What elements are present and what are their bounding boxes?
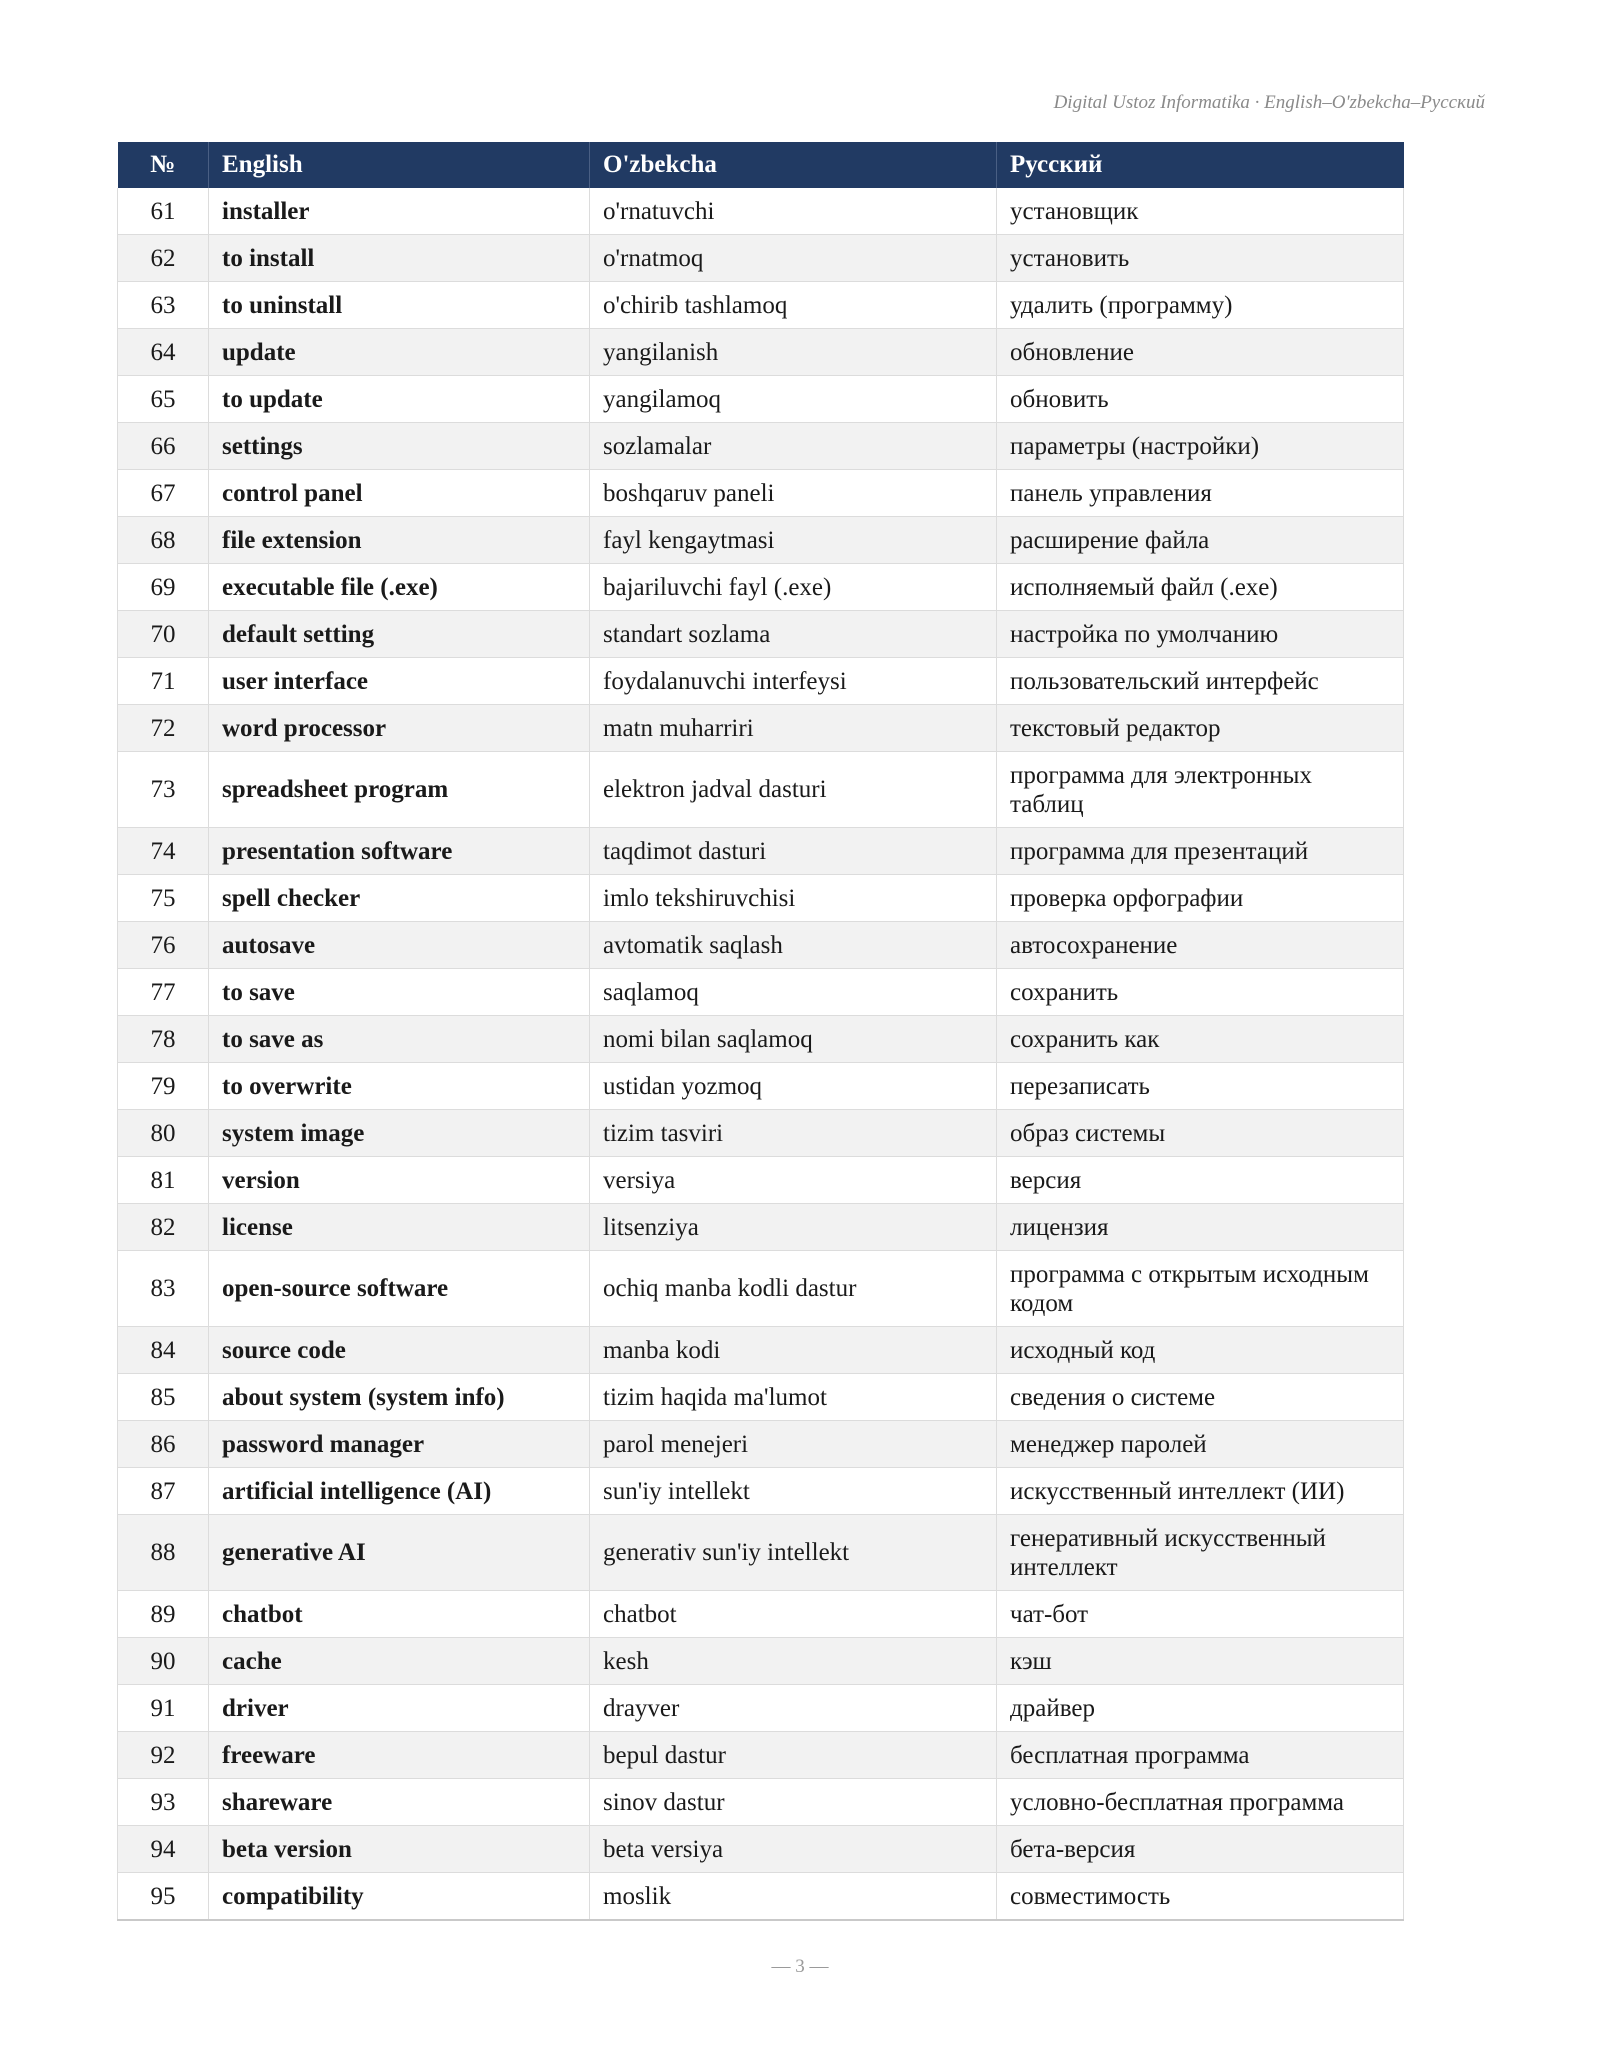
term-russian: искусственный интеллект (ИИ) — [997, 1468, 1404, 1515]
term-russian: удалить (программу) — [997, 282, 1404, 329]
term-uzbek: manba kodi — [590, 1327, 997, 1374]
term-english: open-source software — [209, 1251, 590, 1327]
term-english: to update — [209, 376, 590, 423]
table-row — [118, 1732, 1404, 1779]
table-row — [118, 1779, 1404, 1826]
term-uzbek: avtomatik saqlash — [590, 922, 997, 969]
term-english: source code — [209, 1327, 590, 1374]
row-number: 85 — [118, 1374, 209, 1421]
row-number: 90 — [118, 1638, 209, 1685]
table-row — [118, 658, 1404, 705]
term-uzbek: versiya — [590, 1157, 997, 1204]
row-number: 69 — [118, 564, 209, 611]
row-number: 95 — [118, 1873, 209, 1921]
term-english: password manager — [209, 1421, 590, 1468]
term-russian: расширение файла — [997, 517, 1404, 564]
term-russian: бета-версия — [997, 1826, 1404, 1873]
row-number: 70 — [118, 611, 209, 658]
row-number: 81 — [118, 1157, 209, 1204]
term-uzbek: saqlamoq — [590, 969, 997, 1016]
term-uzbek: sun'iy intellekt — [590, 1468, 997, 1515]
row-number: 88 — [118, 1515, 209, 1591]
term-russian: генеративный искусственный интеллект — [997, 1515, 1404, 1591]
row-number: 82 — [118, 1204, 209, 1251]
term-uzbek: sozlamalar — [590, 423, 997, 470]
term-uzbek: o'rnatmoq — [590, 235, 997, 282]
term-russian: бесплатная программа — [997, 1732, 1404, 1779]
term-russian: сведения о системе — [997, 1374, 1404, 1421]
term-english: control panel — [209, 470, 590, 517]
term-english: settings — [209, 423, 590, 470]
row-number: 86 — [118, 1421, 209, 1468]
table-row — [118, 705, 1404, 752]
term-russian: программа с открытым исходным кодом — [997, 1251, 1404, 1327]
table-row — [118, 1204, 1404, 1251]
term-uzbek: matn muharriri — [590, 705, 997, 752]
term-russian: условно-бесплатная программа — [997, 1779, 1404, 1826]
page-number: — 3 — — [771, 1956, 829, 1977]
table-row — [118, 188, 1404, 235]
term-uzbek: yangilamoq — [590, 376, 997, 423]
table-row — [118, 1421, 1404, 1468]
column-header-english: English — [209, 142, 590, 188]
term-uzbek: yangilanish — [590, 329, 997, 376]
term-english: artificial intelligence (AI) — [209, 1468, 590, 1515]
table-row — [118, 1016, 1404, 1063]
table-row — [118, 329, 1404, 376]
term-russian: образ системы — [997, 1110, 1404, 1157]
term-uzbek: elektron jadval dasturi — [590, 752, 997, 828]
term-russian: сохранить — [997, 969, 1404, 1016]
term-russian: установщик — [997, 188, 1404, 235]
table-row — [118, 376, 1404, 423]
column-header-uzbek: O'zbekcha — [590, 142, 997, 188]
row-number: 67 — [118, 470, 209, 517]
term-uzbek: boshqaruv paneli — [590, 470, 997, 517]
term-english: to save — [209, 969, 590, 1016]
table-row — [118, 1157, 1404, 1204]
table-row — [118, 752, 1404, 828]
table-row — [118, 1591, 1404, 1638]
table-row — [118, 922, 1404, 969]
term-uzbek: beta versiya — [590, 1826, 997, 1873]
term-russian: панель управления — [997, 470, 1404, 517]
vocabulary-table — [117, 142, 1404, 1921]
term-russian: параметры (настройки) — [997, 423, 1404, 470]
term-uzbek: chatbot — [590, 1591, 997, 1638]
table-row — [118, 423, 1404, 470]
row-number: 77 — [118, 969, 209, 1016]
table-row — [118, 1251, 1404, 1327]
term-english: beta version — [209, 1826, 590, 1873]
term-uzbek: o'chirib tashlamoq — [590, 282, 997, 329]
table-row — [118, 470, 1404, 517]
term-russian: драйвер — [997, 1685, 1404, 1732]
term-english: chatbot — [209, 1591, 590, 1638]
table-header — [118, 142, 1404, 188]
term-uzbek: taqdimot dasturi — [590, 828, 997, 875]
term-uzbek: drayver — [590, 1685, 997, 1732]
term-russian: программа для презентаций — [997, 828, 1404, 875]
table-row — [118, 1826, 1404, 1873]
row-number: 65 — [118, 376, 209, 423]
row-number: 92 — [118, 1732, 209, 1779]
row-number: 79 — [118, 1063, 209, 1110]
table-row — [118, 1110, 1404, 1157]
row-number: 89 — [118, 1591, 209, 1638]
term-russian: версия — [997, 1157, 1404, 1204]
row-number: 62 — [118, 235, 209, 282]
term-english: word processor — [209, 705, 590, 752]
term-russian: менеджер паролей — [997, 1421, 1404, 1468]
term-english: executable file (.exe) — [209, 564, 590, 611]
row-number: 91 — [118, 1685, 209, 1732]
running-header: Digital Ustoz Informatika · English–O'zbekcha–Русский — [1053, 92, 1485, 113]
term-uzbek: moslik — [590, 1873, 997, 1921]
term-english: default setting — [209, 611, 590, 658]
row-number: 80 — [118, 1110, 209, 1157]
term-russian: программа для электронных таблиц — [997, 752, 1404, 828]
term-english: update — [209, 329, 590, 376]
term-english: compatibility — [209, 1873, 590, 1921]
term-uzbek: standart sozlama — [590, 611, 997, 658]
term-english: freeware — [209, 1732, 590, 1779]
row-number: 72 — [118, 705, 209, 752]
column-header-russian: Русский — [997, 142, 1404, 188]
term-russian: настройка по умолчанию — [997, 611, 1404, 658]
table-row — [118, 1873, 1404, 1921]
row-number: 78 — [118, 1016, 209, 1063]
term-russian: исходный код — [997, 1327, 1404, 1374]
term-english: system image — [209, 1110, 590, 1157]
row-number: 84 — [118, 1327, 209, 1374]
term-uzbek: tizim tasviri — [590, 1110, 997, 1157]
term-uzbek: tizim haqida ma'lumot — [590, 1374, 997, 1421]
term-english: spell checker — [209, 875, 590, 922]
term-english: installer — [209, 188, 590, 235]
term-english: to save as — [209, 1016, 590, 1063]
row-number: 61 — [118, 188, 209, 235]
term-russian: обновить — [997, 376, 1404, 423]
row-number: 63 — [118, 282, 209, 329]
term-english: driver — [209, 1685, 590, 1732]
term-russian: перезаписать — [997, 1063, 1404, 1110]
term-english: shareware — [209, 1779, 590, 1826]
term-russian: исполняемый файл (.exe) — [997, 564, 1404, 611]
term-uzbek: bepul dastur — [590, 1732, 997, 1779]
term-uzbek: litsenziya — [590, 1204, 997, 1251]
term-russian: обновление — [997, 329, 1404, 376]
term-uzbek: o'rnatuvchi — [590, 188, 997, 235]
table-row — [118, 1638, 1404, 1685]
term-russian: установить — [997, 235, 1404, 282]
table-row — [118, 282, 1404, 329]
term-russian: чат-бот — [997, 1591, 1404, 1638]
row-number: 76 — [118, 922, 209, 969]
term-english: to overwrite — [209, 1063, 590, 1110]
term-russian: проверка орфографии — [997, 875, 1404, 922]
table-row — [118, 1515, 1404, 1591]
term-english: file extension — [209, 517, 590, 564]
table-row — [118, 1327, 1404, 1374]
term-uzbek: generativ sun'iy intellekt — [590, 1515, 997, 1591]
row-number: 83 — [118, 1251, 209, 1327]
term-uzbek: bajariluvchi fayl (.exe) — [590, 564, 997, 611]
term-uzbek: foydalanuvchi interfeysi — [590, 658, 997, 705]
table-row — [118, 611, 1404, 658]
term-uzbek: ustidan yozmoq — [590, 1063, 997, 1110]
term-english: about system (system info) — [209, 1374, 590, 1421]
table-row — [118, 564, 1404, 611]
row-number: 74 — [118, 828, 209, 875]
table-row — [118, 517, 1404, 564]
table-row — [118, 875, 1404, 922]
term-russian: сохранить как — [997, 1016, 1404, 1063]
term-russian: текстовый редактор — [997, 705, 1404, 752]
header-row — [118, 142, 1404, 188]
term-uzbek: parol menejeri — [590, 1421, 997, 1468]
term-english: spreadsheet program — [209, 752, 590, 828]
term-uzbek: kesh — [590, 1638, 997, 1685]
term-russian: кэш — [997, 1638, 1404, 1685]
row-number: 94 — [118, 1826, 209, 1873]
table-row — [118, 969, 1404, 1016]
term-english: user interface — [209, 658, 590, 705]
term-uzbek: fayl kengaytmasi — [590, 517, 997, 564]
term-uzbek: imlo tekshiruvchisi — [590, 875, 997, 922]
row-number: 66 — [118, 423, 209, 470]
term-english: to install — [209, 235, 590, 282]
column-header-number: № — [118, 142, 209, 188]
table-row — [118, 1374, 1404, 1421]
term-english: presentation software — [209, 828, 590, 875]
term-russian: пользовательский интерфейс — [997, 658, 1404, 705]
row-number: 93 — [118, 1779, 209, 1826]
term-russian: совместимость — [997, 1873, 1404, 1921]
row-number: 68 — [118, 517, 209, 564]
term-uzbek: ochiq manba kodli dastur — [590, 1251, 997, 1327]
term-english: generative AI — [209, 1515, 590, 1591]
row-number: 87 — [118, 1468, 209, 1515]
term-english: autosave — [209, 922, 590, 969]
term-uzbek: nomi bilan saqlamoq — [590, 1016, 997, 1063]
row-number: 75 — [118, 875, 209, 922]
row-number: 73 — [118, 752, 209, 828]
term-english: version — [209, 1157, 590, 1204]
term-english: license — [209, 1204, 590, 1251]
table-body — [118, 188, 1404, 1920]
row-number: 71 — [118, 658, 209, 705]
table-row — [118, 1685, 1404, 1732]
row-number: 64 — [118, 329, 209, 376]
term-uzbek: sinov dastur — [590, 1779, 997, 1826]
table-row — [118, 235, 1404, 282]
table-row — [118, 1468, 1404, 1515]
table-row — [118, 1063, 1404, 1110]
table-row — [118, 828, 1404, 875]
term-english: cache — [209, 1638, 590, 1685]
term-russian: лицензия — [997, 1204, 1404, 1251]
term-english: to uninstall — [209, 282, 590, 329]
term-russian: автосохранение — [997, 922, 1404, 969]
